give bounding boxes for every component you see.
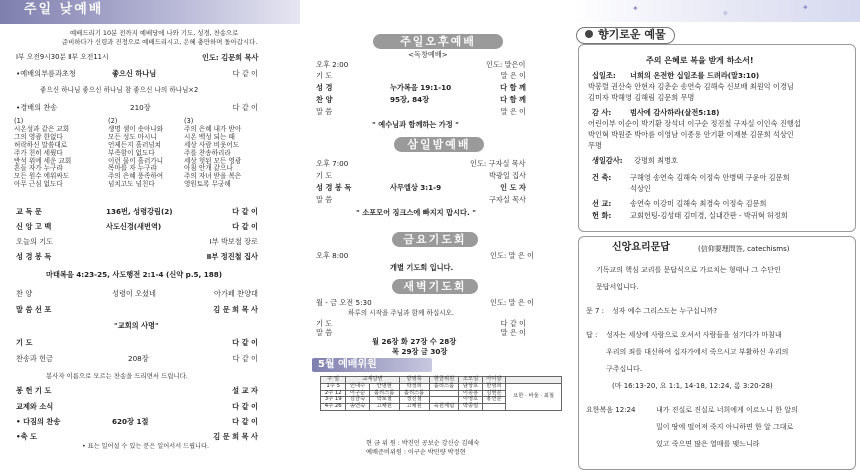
row-content: 사도신경(새번역): [106, 222, 162, 231]
row-role: 다 같 이: [232, 354, 258, 363]
wednesday-presider: 인도: 구자실 목사: [470, 159, 526, 168]
prelude-role: 다 같 이: [232, 69, 258, 78]
hymn-line: 아침 안개 같으나: [184, 164, 233, 173]
duty-header-cell: 아이방: [482, 377, 505, 384]
wednesday-title: 삼일밤예배: [407, 138, 471, 151]
sermon-title: "교회의 사명": [114, 321, 159, 330]
row-label: 말 씀: [316, 107, 333, 116]
row-label: 교제와 소식: [16, 402, 54, 411]
duty-header-bar: [312, 358, 432, 372]
prelude-text: 좋으신 하나님: [112, 69, 157, 78]
question-label: 문 7 :: [586, 307, 605, 315]
row-label: 성 경 봉 독: [316, 183, 352, 192]
row-label: 기 도: [316, 171, 333, 180]
afternoon-subtitle: <독창예배>: [408, 50, 448, 59]
row-label: 신 앙 고 백: [16, 222, 52, 231]
hymn-line: 주의 은혜 풍족하여: [108, 172, 164, 181]
hymn-line: 아무 근심 없도다: [14, 180, 63, 189]
friday-title: 금요기도회: [403, 233, 467, 246]
row-label: 말 씀: [316, 195, 333, 204]
duty-cell: 홀리스룸: [399, 390, 429, 397]
row-role: 김 문 희 목 사: [213, 432, 258, 441]
presider: 인도: 김문희 목사: [202, 53, 259, 62]
dawn-title: 새벽기도회: [403, 280, 467, 293]
row-content: 누가복음 19:1-10: [390, 83, 452, 92]
hymn-line: 영원토록 무궁해: [184, 180, 231, 189]
row-role: 다 같 이: [232, 417, 258, 426]
afternoon-theme: " 예수님과 함께하는 가정 ": [372, 120, 459, 129]
scripture: 마태복음 4:23-25, 사도행전 2:1-4 (신약 p.5, 188): [46, 270, 223, 279]
tithe-label: 십일조:: [592, 71, 616, 80]
row-role: Ⅰ부 박보철 장로: [209, 237, 258, 246]
duty-cell: 1주 5: [321, 383, 346, 390]
duty-cell: 박보철: [369, 397, 399, 404]
dawn-time: 월 - 금 오전 5:30: [316, 298, 372, 307]
row-label: 기 도: [316, 319, 333, 328]
hymn-line: 목마를 자 누구랴: [108, 164, 157, 173]
fragrant-heading: 주의 은혜로 복을 받게 하소서!: [646, 56, 754, 65]
dawn-schedule-1: 월 26장 화 27장 수 28장: [372, 337, 457, 346]
right-column: [572, 0, 860, 475]
sermon-role: 김 문 희 목 사: [213, 305, 258, 314]
hymn-line: 반석 위에 세운 교회: [14, 156, 72, 165]
row-content: 사무엘상 3:1-9: [390, 183, 442, 192]
row-role: 설 교 자: [232, 386, 258, 395]
duty-cell: 이종용: [459, 390, 482, 397]
intro-line-2: 준비하다가 신령과 진정으로 예배드리시고, 은혜 충만하며 돌아갑시다.: [62, 38, 258, 46]
duty-footer-1: 현 금 위 원 : 박진민 공보순 강신승 김해숙: [366, 440, 480, 447]
hymn-line: 흔들 자가 누구랴: [14, 164, 63, 173]
wednesday-title-pill: [394, 137, 484, 152]
building-names-2: 석상인: [630, 184, 651, 193]
intro-line-1: 예배드리기 10분 전까지 예배당에 나와 기도, 성경, 찬송으로: [70, 29, 239, 37]
building-label: 건 축:: [592, 173, 612, 182]
anthem-role: 아가페 찬양대: [214, 289, 258, 298]
hymn-line: 부족함이 없도다: [108, 148, 155, 157]
friday-time: 오후 8:00: [316, 251, 349, 260]
duty-cell: 김금숙: [346, 397, 369, 404]
fragrant-section-label: [576, 27, 675, 44]
catechism-intro-1: 기독교의 핵심 교리를 문답식으로 가르치는 형태나 그 수단인: [596, 266, 781, 274]
anthem-label: 찬 양: [16, 289, 33, 298]
duty-cell: 김현분: [482, 390, 505, 397]
hymn-line: 세상 사람 비웃어도: [184, 140, 240, 149]
duty-cell: [429, 390, 459, 397]
dawn-schedule-2: 목 29장 금 30장: [392, 347, 448, 356]
thanks-verse: 범사에 감사하라(살전5:18): [630, 108, 720, 117]
row-content: 208장: [128, 354, 149, 363]
hymn-verse-2: [108, 118, 196, 189]
row-role: 다 함 께: [500, 83, 526, 92]
afternoon-time: 오후 2:00: [316, 60, 349, 69]
duty-header-cell: 소모임: [459, 377, 482, 384]
prelude-label: •예배의부름과초청: [16, 69, 76, 78]
tithe-names-2: 김미자 박해영 김해림 김문희 무명: [588, 93, 695, 102]
duty-cell: 고채원: [399, 404, 429, 411]
afternoon-title: 주일오후예배: [400, 35, 476, 48]
row-label: 기 도: [16, 338, 33, 347]
answer-label: 답 :: [586, 331, 598, 339]
hymn-line: 주가 친히 세웠다: [14, 148, 63, 157]
dawn-desc: 하루의 시작을 주님과 함께 하십시오.: [348, 309, 455, 317]
hymn-line: 언제든지 흘러넘쳐: [108, 140, 162, 149]
row-role: 다 같 이: [232, 222, 258, 231]
duty-header-cell: 현금위원: [429, 377, 459, 384]
hymn-line: 넘치고도 넘친다: [108, 180, 155, 189]
thanks-label: 감 사:: [592, 108, 612, 117]
duty-cell: 인대수: [346, 383, 369, 390]
duty-cell: 박종일: [459, 404, 482, 411]
hymn-line: 세상 헛된 모든 영광: [184, 156, 242, 165]
row-role: 다 같 이: [232, 402, 258, 411]
duty-cell: 홍연분: [482, 397, 505, 404]
bullet-icon: [585, 30, 593, 38]
row-role: 구자실 목사: [488, 195, 526, 204]
duty-header-cell: 주 일: [321, 377, 346, 384]
row-label: 성 경: [316, 83, 333, 92]
catechism-intro-2: 문답서입니다.: [596, 283, 639, 291]
thanks-names-1: 어린이부 이순이 박기환 장석녀 이구순 정진철 구자실 이인숙 진행섭: [588, 119, 801, 128]
row-role: 다 같 이: [232, 338, 258, 347]
duty-table: [320, 376, 562, 411]
duty-table-body: [321, 383, 562, 410]
duty-footer-2: 예배준비위원 : 이구순 박민량 박정현: [366, 449, 466, 456]
verse-line-1: 내가 진실로 진실로 너희에게 이르노니 한 알의: [656, 406, 798, 414]
friday-title-pill: [392, 232, 478, 247]
row-label: 말 씀: [316, 328, 333, 337]
duty-cell: [482, 404, 505, 411]
row-role: 말 은 이: [500, 328, 526, 337]
row-role: 다 같 이: [500, 319, 526, 328]
duty-cell: 이구순: [346, 390, 369, 397]
duty-cell: 고채원: [369, 404, 399, 411]
hymn-line: (1): [14, 117, 24, 125]
sunday-morning-column: [0, 0, 300, 475]
flower-names: 교회헌팅-김성태 김미경, 실내간판 - 박귀혁 허정희: [630, 211, 788, 220]
verse-line-3: 있고 죽으면 많은 열매를 맺느니라: [656, 440, 760, 448]
dawn-title-pill: [392, 279, 478, 294]
row-label: 찬 양: [316, 95, 333, 104]
duty-cell: 박정희: [399, 383, 429, 390]
duty-cell: 3주 19: [321, 397, 346, 404]
row-role: 말 은 이: [500, 107, 526, 116]
hymn-line: 이런 물이 흘러가니: [108, 156, 164, 165]
verse-line-2: 밀이 땅에 떨어져 죽지 아니하면 한 알 그대로: [656, 423, 794, 431]
row-role: Ⅱ부 정진철 집사: [206, 252, 258, 261]
duty-cell: 한명희: [482, 383, 505, 390]
prelude-sub: 좋으신 하나님 좋으신 하나님 참 좋으신 나의 하나님×2: [40, 86, 199, 94]
hymn-line: (3): [184, 117, 194, 125]
mission-label: 선 교:: [592, 199, 612, 208]
sparkle-icon: ✦: [802, 3, 809, 12]
row-content: 136번, 성령강림(2): [106, 207, 173, 216]
sparkle-icon: ✦: [632, 4, 639, 13]
row-label: • 다짐의 찬송: [16, 417, 61, 426]
duty-extra-cell: 요한 · 바울 · 최철: [506, 383, 562, 410]
hymn-line: 시온성과 같은 교회: [14, 124, 70, 133]
offering-note: 봉사자 이름으로 모르는 찬송을 드리면서 드립니다.: [46, 372, 188, 380]
fragrant-label: 향기로운 예물: [598, 28, 666, 41]
hymn-label: •경배의 찬송: [16, 103, 58, 112]
hymn-line: 시온 백성 되는 때: [184, 132, 235, 141]
friday-desc: 개별 기도회 입니다.: [390, 263, 454, 272]
duty-cell: 4주 26: [321, 404, 346, 411]
row-label: 교 독 문: [16, 207, 42, 216]
hymn-role: 다 같 이: [232, 103, 258, 112]
row-role: 다 함 께: [500, 95, 526, 104]
row-role: 인 도 자: [500, 183, 526, 192]
duty-cell: 송연숙: [346, 404, 369, 411]
answer-reference: (마 16:13-20, 요 1:1, 14-18, 12:24, 롬 3:20-28): [612, 382, 773, 390]
mission-names: 송연숙 이강미 김해숙 최경숙 이정숙 김문희: [630, 199, 767, 208]
row-label: 봉 헌 기 도: [16, 386, 52, 395]
sparkle-icon: ✧: [722, 9, 729, 18]
catechism-title-extra: (信仰要理問答, catechisms): [698, 245, 790, 253]
row-label: 성 경 봉 독: [16, 252, 52, 261]
duty-cell: 홀리스룸: [369, 390, 399, 397]
verse-label: 요한복음 12:24: [586, 406, 636, 414]
birthday-label: 생일감사:: [592, 156, 623, 165]
hymn-number: 210장: [130, 103, 151, 112]
duty-cell: 이영호: [459, 397, 482, 404]
hymn-line: 허락하신 말씀대로: [14, 140, 68, 149]
answer-line-1: 성자는 세상에 사람으로 오셔서 사람들을 섬기다가 마침내: [606, 331, 782, 339]
afternoon-title-pill: [373, 34, 503, 49]
row-role: 다 같 이: [232, 207, 258, 216]
row-label: •축 도: [16, 432, 37, 441]
duty-cell: 남상호: [459, 383, 482, 390]
dawn-presider: 인도: 말 은 이: [490, 298, 534, 307]
thanks-names-3: 무명: [588, 141, 602, 150]
hymn-line: 주의 은혜 내가 받아: [184, 124, 242, 133]
duty-cell: 2주 12: [321, 390, 346, 397]
row-role: 박광일 집사: [488, 171, 526, 180]
row-label: 찬송과 헌금: [16, 354, 54, 363]
service-times: Ⅰ부 오전9시30분 Ⅱ부 오전11시: [16, 53, 109, 61]
sermon-label: 말 씀 선 포: [16, 305, 52, 314]
hymn-verse-3: [184, 118, 272, 189]
row-role: 말 은 이: [500, 71, 526, 80]
thanks-names-2: 박인혁 박원준 박아름 이영남 이종용 안기환 이재분 김문희 석상인: [588, 130, 794, 139]
friday-presider: 인도: 말 은 이: [490, 251, 534, 260]
wednesday-theme: " 소포모어 징크스에 빠지지 맙시다. ": [356, 208, 476, 217]
footnote: • 표는 일어설 수 있는 분은 일어서서 드립니다.: [82, 443, 209, 450]
answer-line-3: 구주십니다.: [606, 365, 643, 373]
hymn-verse-1: [14, 118, 102, 189]
row-label: 오늘의 기도: [16, 237, 54, 246]
row-label: 기 도: [316, 71, 333, 80]
flower-label: 헌 화:: [592, 211, 612, 220]
duty-cell: 안명현: [369, 383, 399, 390]
anthem-title: 성령이 오셨네: [112, 289, 156, 298]
birthday-names: 강명희 최병호: [634, 156, 678, 165]
hymn-line: 주의 자녀 받을 복은: [184, 172, 242, 181]
wednesday-time: 오후 7:00: [316, 159, 349, 168]
duty-header-cell: 교재당번: [346, 377, 399, 384]
duty-cell: 정진철: [399, 397, 429, 404]
right-banner: [572, 0, 860, 22]
hymn-line: (2): [108, 117, 118, 125]
duty-cell: 육원제팀: [429, 404, 459, 411]
question-text: 성자 예수 그리스도는 누구십니까?: [612, 307, 718, 315]
catechism-title: 신앙요리문답: [612, 242, 670, 253]
hymn-line: 모든 성도 마시니: [108, 132, 157, 141]
hymn-line: 모든 원수 에워싸도: [14, 172, 70, 181]
sunday-banner: [0, 0, 300, 24]
row-content: 620장 1절: [112, 417, 149, 426]
tithe-names-1: 박봉렬 권산숙 안현자 김춘순 송연숙 김해숙 신보배 최원익 이경님: [588, 82, 794, 91]
building-names-1: 구해영 송연숙 김해숙 이정숙 안병택 구윤아 김문희: [630, 173, 790, 182]
hymn-line: 그의 영광 한없다: [14, 132, 63, 141]
duty-header-cell: 방명록: [399, 377, 429, 384]
duty-cell: 홀리스룸: [429, 383, 459, 390]
row-content: 95장, 84장: [390, 95, 430, 104]
tithe-verse: 너희의 온전한 십일조를 드려라(말3:10): [630, 71, 760, 80]
sunday-banner-title: 주일 낮예배: [24, 2, 104, 17]
hymn-line: 생명 샘이 솟아나와: [108, 124, 164, 133]
duty-header-cell: [506, 377, 562, 384]
answer-line-2: 우리의 죄를 대신하여 십자가에서 죽으시고 부활하신 우리의: [606, 348, 789, 356]
afternoon-presider: 인도: 말은이: [486, 60, 526, 69]
hymn-line: 주를 찬송하리라: [184, 148, 231, 157]
duty-title: 5월 예배위원: [318, 359, 377, 370]
